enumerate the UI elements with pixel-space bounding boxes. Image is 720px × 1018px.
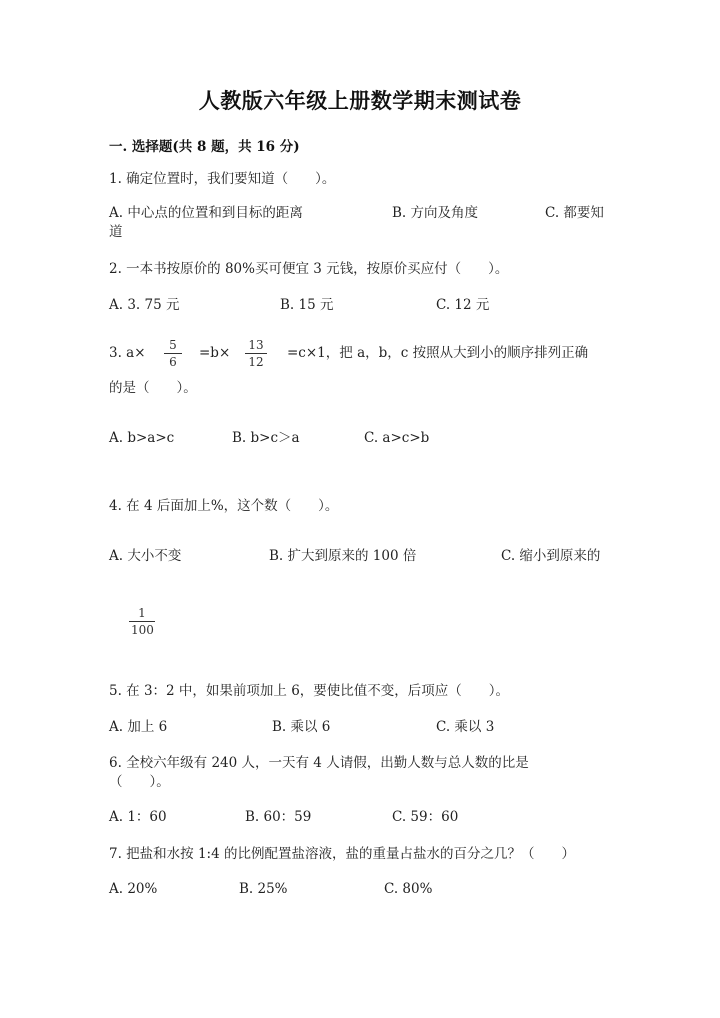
question-5-option-c: C. 乘以 3 xyxy=(436,719,495,735)
fraction-bar xyxy=(129,621,155,622)
question-1-option-a: A. 中心点的位置和到目标的距离 xyxy=(109,205,303,221)
fraction-numerator: 5 xyxy=(169,338,177,352)
question-6-option-b: B. 60：59 xyxy=(245,809,312,825)
fraction-bar xyxy=(164,353,182,354)
question-1-option-c: C. 都要知 xyxy=(545,205,604,221)
question-5-option-b: B. 乘以 6 xyxy=(272,719,331,735)
question-2-option-c: C. 12 元 xyxy=(436,297,490,313)
question-3-stem-continued: 的是（ ）。 xyxy=(109,380,197,396)
question-3-stem-part2: =b× xyxy=(199,345,231,361)
fraction-numerator: 1 xyxy=(138,606,146,620)
question-5-option-a: A. 加上 6 xyxy=(109,719,168,735)
question-3-stem-part1: 3. a× xyxy=(109,345,146,361)
question-1-stem: 1. 确定位置时，我们要知道（ ）。 xyxy=(109,171,336,187)
question-2-stem: 2. 一本书按原价的 80%买可便宜 3 元钱，按原价买应付（ ）。 xyxy=(109,261,509,277)
question-7-option-c: C. 80% xyxy=(384,881,433,897)
question-6-stem: 6. 全校六年级有 240 人，一天有 4 人请假，出勤人数与总人数的比是 xyxy=(109,755,529,771)
question-4-option-c: C. 缩小到原来的 xyxy=(501,548,601,564)
question-1-option-b: B. 方向及角度 xyxy=(392,205,479,221)
question-6-stem-continued: （ ）。 xyxy=(109,774,170,790)
fraction-denominator: 100 xyxy=(131,623,154,637)
question-4-option-b: B. 扩大到原来的 100 倍 xyxy=(269,548,417,564)
question-6-option-a: A. 1：60 xyxy=(109,809,167,825)
fraction-denominator: 6 xyxy=(169,355,177,369)
question-4-fraction xyxy=(129,606,155,637)
question-3-stem-part3: =c×1，把 a，b，c 按照从大到小的顺序排列正确 xyxy=(287,345,589,361)
section-heading: 一. 选择题(共 8 题，共 16 分) xyxy=(109,139,300,155)
fraction-numerator: 13 xyxy=(248,338,264,352)
fraction-bar xyxy=(245,353,267,354)
fraction-denominator: 12 xyxy=(248,355,264,369)
question-2-option-b: B. 15 元 xyxy=(280,297,334,313)
question-3-fraction-1 xyxy=(164,338,182,369)
question-5-stem: 5. 在 3：2 中，如果前项加上 6，要使比值不变，后项应（ ）。 xyxy=(109,683,510,699)
question-7-stem: 7. 把盐和水按 1:4 的比例配置盐溶液，盐的重量占盐水的百分之几？（ ） xyxy=(109,846,575,862)
question-4-option-a: A. 大小不变 xyxy=(109,548,182,564)
question-3-option-c: C. a>c>b xyxy=(364,430,430,446)
question-3-fraction-2 xyxy=(245,338,267,369)
question-3-option-a: A. b>a>c xyxy=(109,430,175,446)
page-title: 人教版六年级上册数学期末测试卷 xyxy=(198,88,522,113)
question-7-option-a: A. 20% xyxy=(109,881,158,897)
question-6-option-c: C. 59：60 xyxy=(392,809,459,825)
question-4-stem: 4. 在 4 后面加上%，这个数（ ）。 xyxy=(109,498,339,514)
question-2-option-a: A. 3. 75 元 xyxy=(109,297,180,313)
question-7-option-b: B. 25% xyxy=(239,881,288,897)
question-3-option-b: B. b>c＞a xyxy=(232,430,300,446)
question-1-option-c-continued: 道 xyxy=(109,224,123,240)
